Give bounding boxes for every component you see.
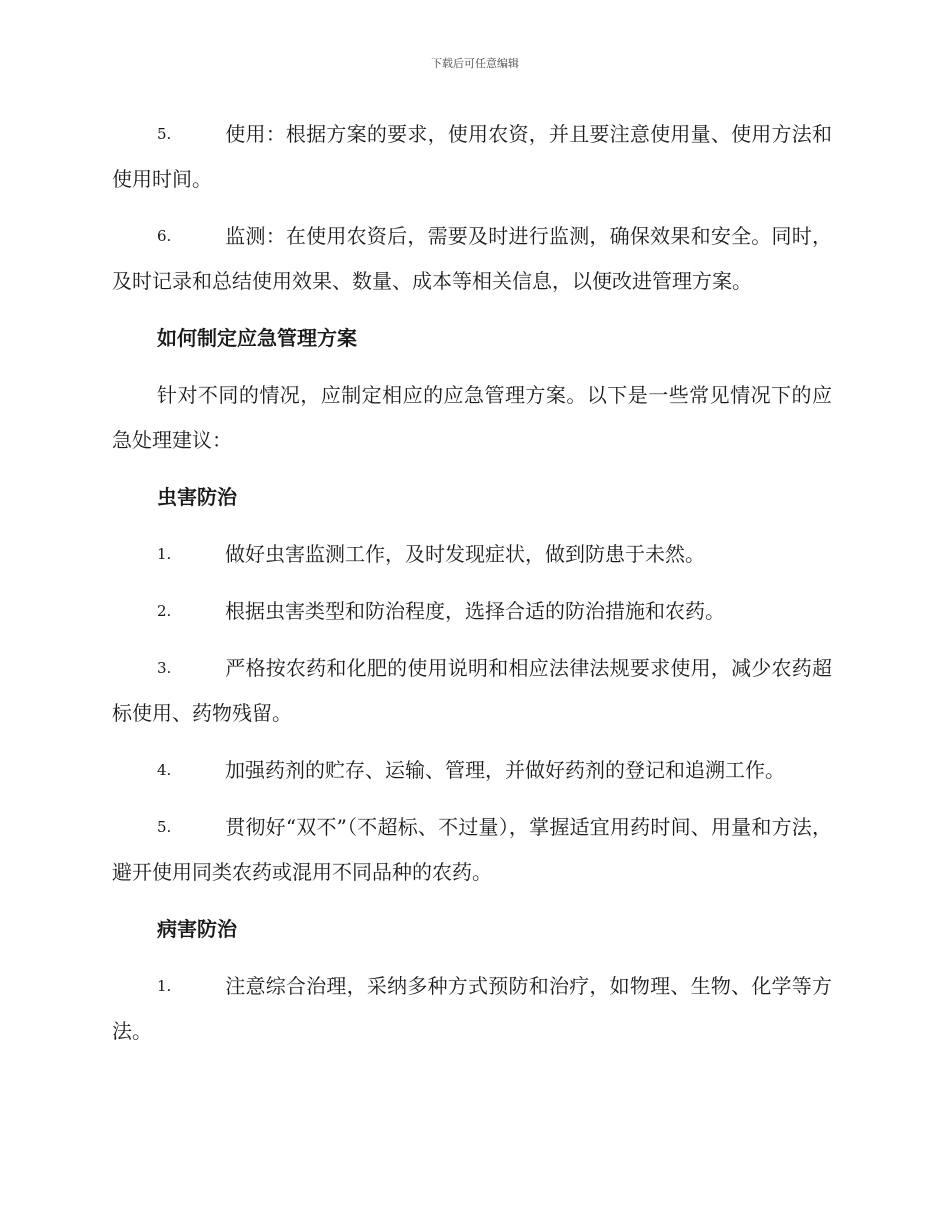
document-body [112, 112, 832, 1066]
section-heading: 病害防治 [157, 917, 237, 941]
item-number: 2. [157, 602, 172, 620]
item-number: 3. [157, 659, 172, 677]
item-text: 使用：根据方案的要求，使用农资，并且要注意使用量、使用方法和使用时间。 [112, 122, 832, 191]
list-item [112, 214, 832, 304]
item-number: 6. [157, 227, 172, 245]
item-number: 5. [157, 818, 172, 836]
item-text: 严格按农药和化肥的使用说明和相应法律法规要求使用，减少农药超标使用、药物残留。 [112, 656, 832, 725]
item-text: 做好虫害监测工作，及时发现症状，做到防患于未然。 [225, 542, 705, 566]
list-item [112, 112, 832, 202]
list-item [112, 964, 832, 1054]
list-item [112, 589, 832, 634]
list-item [112, 532, 832, 577]
list-item [112, 748, 832, 793]
item-text: 监测：在使用农资后，需要及时进行监测，确保效果和安全。同时，及时记录和总结使用效果、数量、成本等相关信息，以便改进管理方案。 [112, 224, 832, 293]
section-heading: 虫害防治 [157, 485, 237, 509]
section-heading: 如何制定应急管理方案 [157, 326, 357, 350]
item-number: 1. [157, 545, 172, 563]
item-text: 根据虫害类型和防治程度，选择合适的防治措施和农药。 [225, 599, 725, 623]
list-item [112, 805, 832, 895]
page-header: 下载后可任意编辑 [431, 57, 519, 70]
item-text: 注意综合治理，采纳多种方式预防和治疗，如物理、生物、化学等方法。 [112, 974, 832, 1043]
item-text: 贯彻好“双不”（不超标、不过量），掌握适宜用药时间、用量和方法，避开使用同类农药或混用不同品种的农药。 [112, 815, 832, 884]
item-text: 加强药剂的贮存、运输、管理，并做好药剂的登记和追溯工作。 [225, 758, 785, 782]
item-number: 5. [157, 125, 172, 143]
paragraph: 针对不同的情况，应制定相应的应急管理方案。以下是一些常见情况下的应急处理建议： [112, 383, 832, 452]
item-number: 1. [157, 977, 172, 995]
item-number: 4. [157, 761, 172, 779]
list-item [112, 646, 832, 736]
